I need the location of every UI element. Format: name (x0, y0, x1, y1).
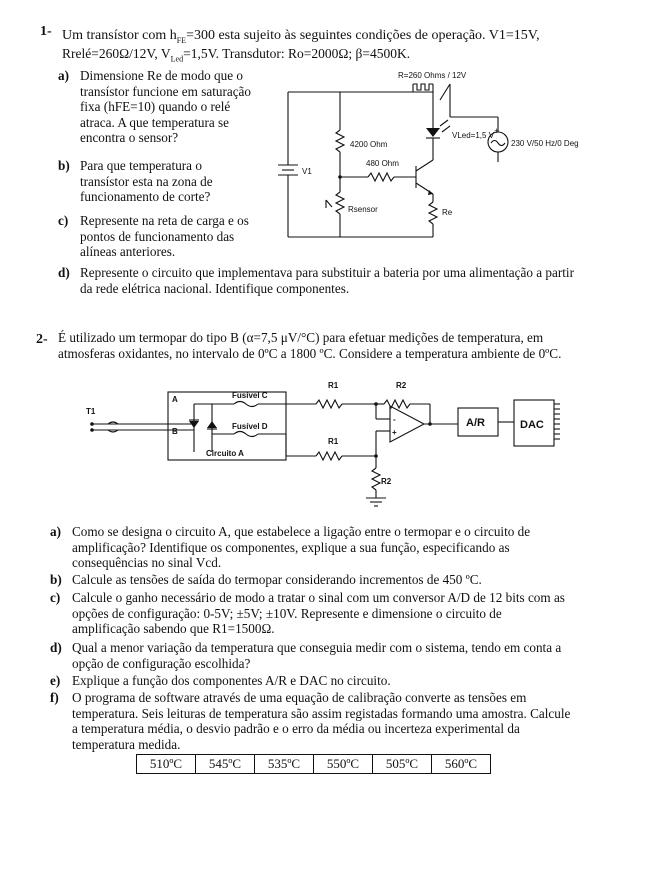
re-label: Re (442, 208, 453, 217)
q1-number: 1- (40, 24, 52, 39)
resistor-480 (368, 173, 394, 181)
q1c-label: c) (58, 213, 69, 228)
r4200-label: 4200 Ohm (350, 140, 388, 149)
resistor-r1-mid (316, 452, 342, 460)
svg-text:+: + (494, 126, 500, 136)
q2b-text: Calcule as tensões de saída do termopar considerando incrementos de 450 ºC. (72, 572, 482, 587)
thermocouple-amplifier-circuit (84, 374, 594, 514)
q1b-text: Para que temperatura o transístor esta na zona de funcionamento de corte? (80, 158, 213, 205)
table-row (137, 755, 491, 774)
q2d-label: d) (50, 640, 62, 655)
resistor-re (429, 202, 437, 224)
dac-label: DAC (520, 419, 544, 431)
t1-label: T1 (86, 407, 96, 416)
q2a-text: Como se designa o circuito A, que estabelece a ligação entre o termopar e o circuito de amplificação? Identifique os componentes, explique a sua função, especificando as consequências no sinal Vcd. (72, 524, 531, 571)
vled-label: VLed=1,5 V (452, 131, 495, 140)
q1d-label: d) (58, 265, 70, 280)
resistor-rsensor (336, 192, 344, 214)
q2-number: 2- (36, 332, 48, 347)
r2-top-label: R2 (396, 381, 407, 390)
fuse-d-symbol (234, 432, 258, 437)
q2a-label: a) (50, 524, 61, 539)
node-a-label: A (172, 395, 178, 404)
dac-pins (554, 404, 560, 439)
q2e-label: e) (50, 673, 61, 688)
r1-top-label: R1 (328, 381, 339, 390)
q2-intro: É utilizado um termopar do tipo B (α=7,5 μV/°C) para efetuar medições de temperatura, em atmosferas oxidantes, no intervalo de 0ºC a 1800 ºC. Considere a temperatura ambiente de 0ºC. (58, 330, 562, 361)
q2d-text: Qual a menor variação da temperatura que conseguia medir com o sistema, tendo em conta a opção de configuração escolhida? (72, 640, 562, 671)
led-symbol (426, 117, 450, 160)
rsensor-label: Rsensor (348, 205, 378, 214)
relay-label: R=260 Ohms / 12V (398, 71, 467, 80)
opamp-plus: + (392, 428, 397, 437)
q2c-label: c) (50, 590, 61, 605)
reading-cell: 545ºC (196, 755, 255, 774)
diodes-symbol (189, 404, 217, 452)
q2c-text: Calcule o ganho necessário de modo a tratar o sinal com um conversor A/D de 12 bits com as opções de configuração: 0-5V; ±5V; ±10V. Represente e dimensione o circuito de amplificação sabendo que R1=1500Ω. (72, 590, 565, 637)
q2f-label: f) (50, 690, 59, 705)
resistor-r2-top (384, 400, 410, 408)
resistor-r2-bottom (372, 468, 380, 490)
r2-bottom-label: R2 (381, 477, 392, 486)
q2b-label: b) (50, 572, 62, 587)
reading-cell: 505ºC (373, 755, 432, 774)
q1a-text: Dimensione Re de modo que o transístor funcione em saturação fixa (hFE=10) quando o relé atraca. A que temperatura se encontra o sensor? (80, 68, 252, 146)
reading-cell: 535ºC (255, 755, 314, 774)
reading-cell: 550ºC (314, 755, 373, 774)
q2f-text: O programa de software através de uma equação de calibração converte as tensões em temperatura. Seis leituras de temperatura são assim registadas formando uma amostra. Calcule a temperatura média, o desvio padrão e o erro da média ou incerteza experimental da temperatura medida. (72, 690, 571, 752)
v1-label: V1 (302, 167, 312, 176)
ground-symbol (366, 498, 386, 506)
q1-intro-line1: Um transístor com $h_{FE}=300$ esta sujeito às seguintes condições de operação. V1=15V, (62, 28, 540, 45)
opamp-minus: - (393, 415, 396, 424)
resistor-r1-top (316, 400, 342, 408)
resistor-4200 (336, 130, 344, 152)
transistor-relay-circuit (268, 62, 638, 262)
ar-label: A/R (466, 417, 485, 429)
reading-cell: 510ºC (137, 755, 196, 774)
circuito-a-label: Circuito A (206, 449, 244, 458)
q2e-text: Explique a função dos componentes A/R e DAC no circuito. (72, 673, 391, 688)
q1b-label: b) (58, 158, 70, 173)
temperature-readings-table (136, 754, 491, 774)
fusivel-d-label: Fusível D (232, 422, 268, 431)
npn-transistor-symbol (416, 160, 433, 195)
q1d-text: Represente o circuito que implementava para substituir a bateria por uma alimentação a partir da rede elétrica nacional. Identifique componentes. (80, 265, 574, 296)
ac-source-label: 230 V/50 Hz/0 Deg (511, 139, 579, 148)
node-b-label: B (172, 427, 178, 436)
battery-v1-symbol (278, 92, 312, 237)
relay-coil-symbol (413, 84, 450, 117)
r1-mid-label: R1 (328, 437, 339, 446)
q1c-text: Represente na reta de carga e os pontos de funcionamento das alíneas anteriores. (80, 213, 249, 260)
r480-label: 480 Ohm (366, 159, 399, 168)
fuse-c-symbol (234, 402, 258, 407)
q1-intro-line2: Rrelé=260Ω/12V, $V_{Led}=1,5V$. Transdutor: Ro=2000Ω; β=4500K. (62, 46, 411, 64)
fusivel-c-label: Fusível C (232, 391, 268, 400)
reading-cell: 560ºC (432, 755, 491, 774)
q1a-label: a) (58, 68, 69, 83)
